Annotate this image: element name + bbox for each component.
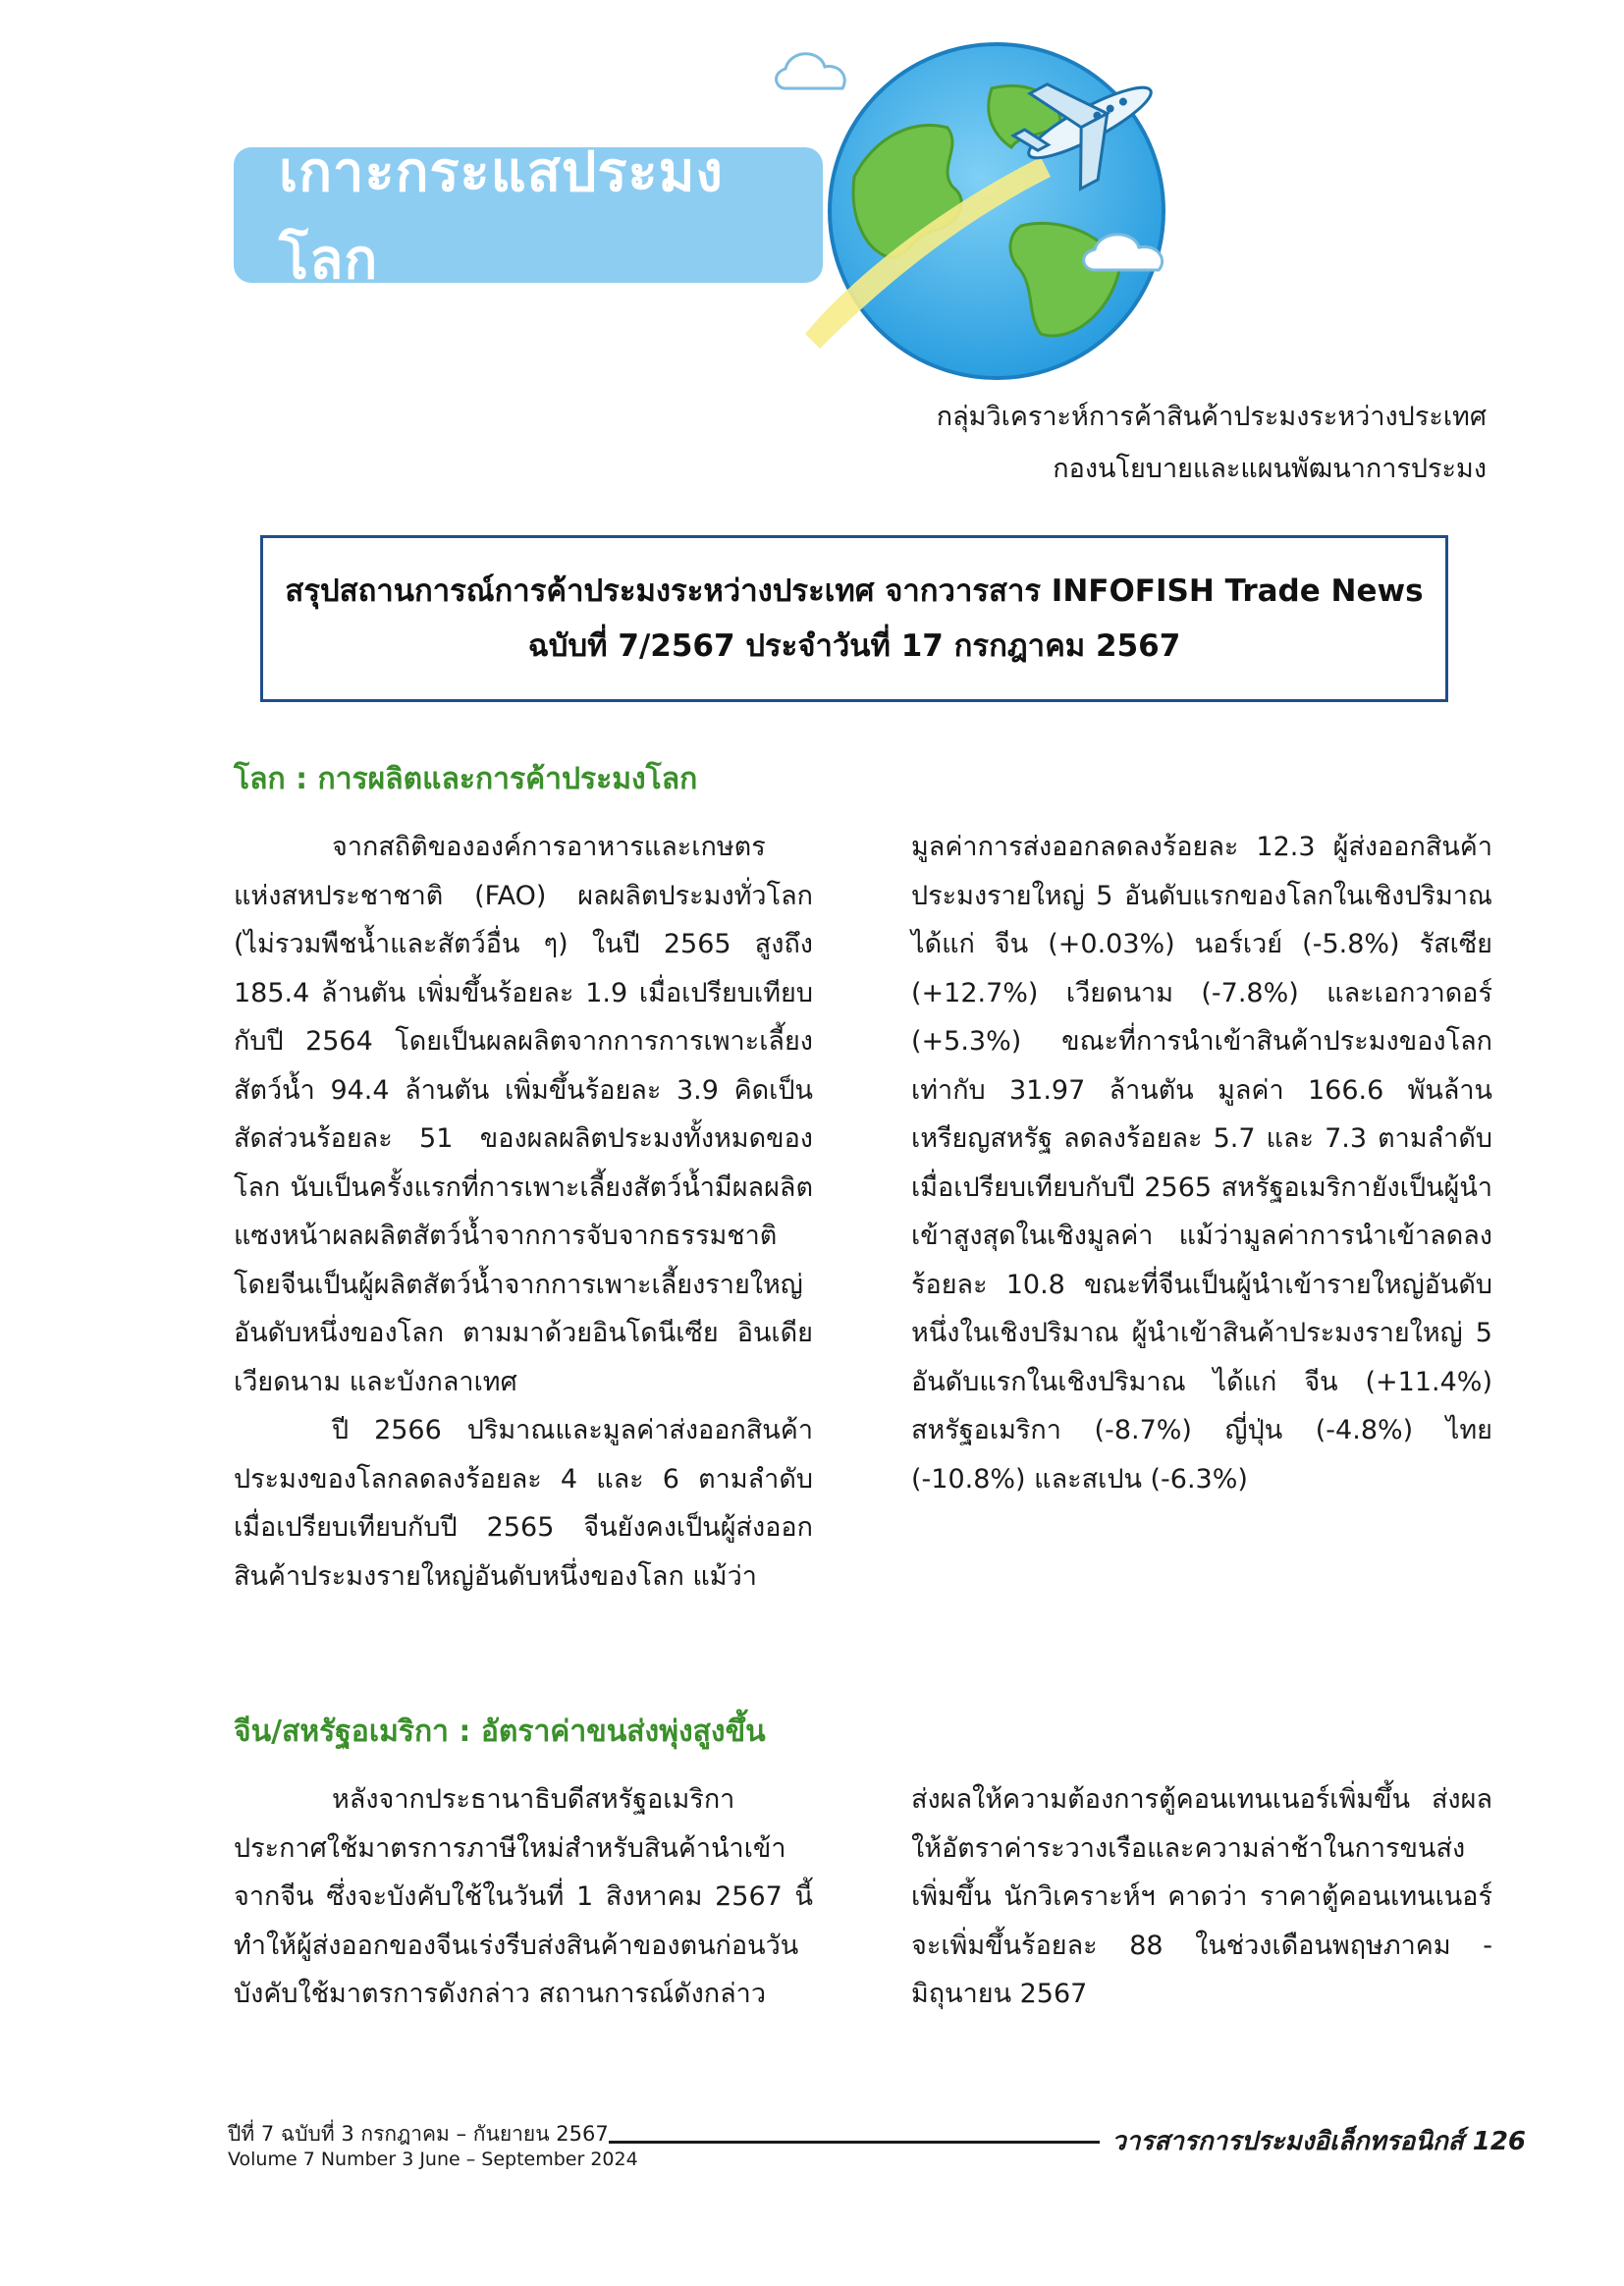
summary-line-2: ฉบับที่ 7/2567 ประจำวันที่ 17 กรกฎาคม 2567: [527, 628, 1181, 664]
cloud-icon: [777, 54, 845, 88]
section-heading-china-usa: จีน/สหรัฐอเมริกา : อัตราค่าขนส่งพุ่งสูงขึ้น: [234, 1714, 766, 1749]
footer-divider: [609, 2141, 1100, 2144]
footer-issue-english: Volume 7 Number 3 June – September 2024: [228, 2149, 638, 2170]
paragraph: หลังจากประธานาธิบดีสหรัฐอเมริกาประกาศใช้มาตรการภาษีใหม่สำหรับสินค้านำเข้าจากจีน ซึ่งจะบังคับใช้ในวันที่ 1 สิงหาคม 2567 นี้ ทำให้ผู้ส่งออกของจีนเร่งรีบส่งสินค้าของตนก่อนวันบังคับใช้มาตรการดังกล่าว สถานการณ์ดังกล่าว: [234, 1784, 813, 2009]
org-name-line2: กองนโยบายและแผนพัฒนาการประมง: [1053, 454, 1487, 484]
section1-left-column: [234, 823, 813, 1601]
page-title: เกาะกระแสประมงโลก: [279, 140, 724, 292]
paragraph: ส่งผลให้ความต้องการตู้คอนเทนเนอร์เพิ่มขึ้น ส่งผลให้อัตราค่าระวางเรือและความล่าช้าในการขนส่งเพิ่มขึ้น นักวิเคราะห์ฯ คาดว่า ราคาตู้คอนเทนเนอร์จะเพิ่มขึ้นร้อยละ 88 ในช่วงเดือนพฤษภาคม - มิถุนายน 2567: [911, 1784, 1492, 2009]
section2-left-column: [234, 1775, 813, 2019]
section-heading-world: โลก : การผลิตและการค้าประมงโลก: [234, 762, 698, 796]
paragraph: ปี 2566 ปริมาณและมูลค่าส่งออกสินค้าประมงของโลกลดลงร้อยละ 4 และ 6 ตามลำดับ เมื่อเปรียบเทียบกับปี 2565 จีนยังคงเป็นผู้ส่งออกสินค้าประมงรายใหญ่อันดับหนึ่งของโลก แม้ว่า: [234, 1415, 813, 1592]
summary-box: [260, 535, 1448, 702]
section2-right-column: [911, 1775, 1492, 2019]
paragraph: มูลค่าการส่งออกลดลงร้อยละ 12.3 ผู้ส่งออกสินค้าประมงรายใหญ่ 5 อันดับแรกของโลกในเชิงปริมาณ ได้แก่ จีน (+0.03%) นอร์เวย์ (-5.8%) รัสเซีย (+12.7%) เวียดนาม (-7.8%) และเอกวาดอร์ (+5.3%) ขณะที่การนำเข้าสินค้าประมงของโลกเท่ากับ 31.97 ล้านตัน มูลค่า 166.6 พันล้านเหรียญสหรัฐ ลดลงร้อยละ 5.7 และ 7.3 ตามลำดับ เมื่อเปรียบเทียบกับปี 2565 สหรัฐอเมริกายังเป็นผู้นำเข้าสูงสุดในเชิงมูลค่า แม้ว่ามูลค่าการนำเข้าลดลงร้อยละ 10.8 ขณะที่จีนเป็นผู้นำเข้ารายใหญ่อันดับหนึ่งในเชิงปริมาณ ผู้นำเข้าสินค้าประมงรายใหญ่ 5 อันดับแรกในเชิงปริมาณ ได้แก่ จีน (+11.4%) สหรัฐอเมริกา (-8.7%) ญี่ปุ่น (-4.8%) ไทย (-10.8%) และสเปน (-6.3%): [911, 832, 1492, 1495]
page-title-banner: [234, 140, 823, 292]
footer-issue-thai: ปีที่ 7 ฉบับที่ 3 กรกฎาคม – กันยายน 2567: [228, 2122, 609, 2146]
summary-line-1: สรุปสถานการณ์การค้าประมงระหว่างประเทศ จากวารสาร INFOFISH Trade News: [285, 573, 1424, 609]
section1-right-column: [911, 823, 1492, 1503]
org-name-line1: กลุ่มวิเคราะห์การค้าสินค้าประมงระหว่างประเทศ: [936, 402, 1487, 432]
paragraph: จากสถิติขององค์การอาหารและเกษตรแห่งสหประชาชาติ (FAO) ผลผลิตประมงทั่วโลก (ไม่รวมพืชน้ำและสัตว์อื่น ๆ) ในปี 2565 สูงถึง 185.4 ล้านตัน เพิ่มขึ้นร้อยละ 1.9 เมื่อเปรียบเทียบกับปี 2564 โดยเป็นผลผลิตจากการการเพาะเลี้ยงสัตว์น้ำ 94.4 ล้านตัน เพิ่มขึ้นร้อยละ 3.9 คิดเป็นสัดส่วนร้อยละ 51 ของผลผลิตประมงทั้งหมดของโลก นับเป็นครั้งแรกที่การเพาะเลี้ยงสัตว์น้ำมีผลผลิตแซงหน้าผลผลิตสัตว์น้ำจากการจับจากธรรมชาติ โดยจีนเป็นผู้ผลิตสัตว์น้ำจากการเพาะเลี้ยงรายใหญ่อันดับหนึ่งของโลก ตามมาด้วยอินโดนีเซีย อินเดีย เวียดนาม และบังกลาเทศ: [234, 832, 813, 1397]
globe-airplane-icon: [766, 29, 1237, 403]
footer-journal-page: วารสารการประมงอิเล็กทรอนิกส์ 126: [1111, 2127, 1526, 2156]
